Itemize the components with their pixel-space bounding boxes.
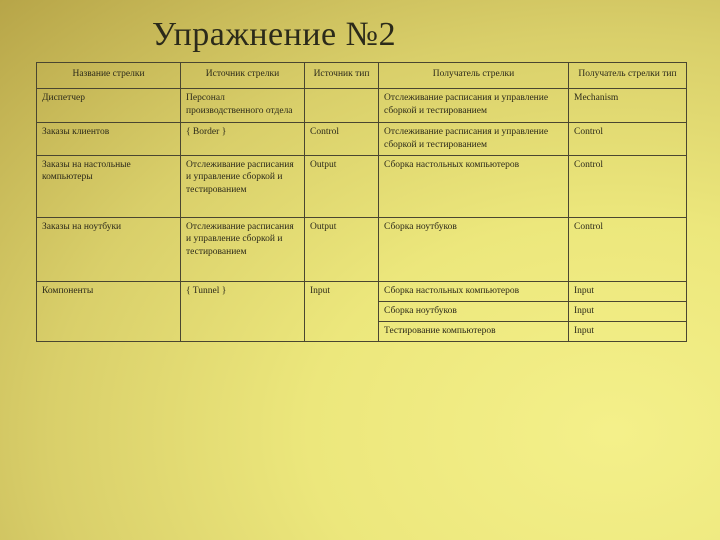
- cell-source: Отслеживание расписания и управление сборкой и тестированием: [181, 155, 305, 217]
- table-header-row: [37, 63, 687, 89]
- cell-receiver: Сборка ноутбуков: [379, 217, 569, 281]
- cell-receiver: Сборка настольных компьютеров: [379, 155, 569, 217]
- table-row: [37, 89, 687, 123]
- cell-arrow-name: Заказы на настольные компьютеры: [37, 155, 181, 217]
- cell-receiver: Сборка настольных компьютеров: [379, 281, 569, 301]
- arrows-table: [36, 62, 687, 342]
- cell-receiver: Отслеживание расписания и управление сборкой и тестированием: [379, 123, 569, 156]
- cell-receiver: Тестирование компьютеров: [379, 321, 569, 341]
- table-row: [37, 217, 687, 281]
- header-arrow-name: Название стрелки: [37, 63, 181, 89]
- cell-receiver: Сборка ноутбуков: [379, 301, 569, 321]
- cell-arrow-name: Компоненты: [37, 281, 181, 341]
- cell-source-type: Output: [305, 217, 379, 281]
- table-row: [37, 155, 687, 217]
- cell-receiver-type: Input: [569, 301, 687, 321]
- cell-arrow-name: Заказы клиентов: [37, 123, 181, 156]
- cell-receiver-type: Control: [569, 217, 687, 281]
- header-receiver-arrow: Получатель стрелки: [379, 63, 569, 89]
- cell-receiver-type: Input: [569, 281, 687, 301]
- cell-source: Отслеживание расписания и управление сборкой и тестированием: [181, 217, 305, 281]
- cell-source: Персонал производственного отдела: [181, 89, 305, 123]
- header-source-type: Источник тип: [305, 63, 379, 89]
- cell-arrow-name: Заказы на ноутбуки: [37, 217, 181, 281]
- cell-source-type: [305, 89, 379, 123]
- cell-receiver: Отслеживание расписания и управление сборкой и тестированием: [379, 89, 569, 123]
- table-row: [37, 281, 687, 301]
- cell-source-type: Input: [305, 281, 379, 341]
- cell-source: { Border }: [181, 123, 305, 156]
- cell-receiver-type: Mechanism: [569, 89, 687, 123]
- cell-source: { Tunnel }: [181, 281, 305, 341]
- cell-receiver-type: Control: [569, 123, 687, 156]
- header-source-arrow: Источник стрелки: [181, 63, 305, 89]
- cell-source-type: Output: [305, 155, 379, 217]
- cell-source-type: Control: [305, 123, 379, 156]
- cell-receiver-type: Control: [569, 155, 687, 217]
- header-receiver-type: Получатель стрелки тип: [569, 63, 687, 89]
- table-row: [37, 123, 687, 156]
- cell-receiver-type: Input: [569, 321, 687, 341]
- cell-arrow-name: Диспетчер: [37, 89, 181, 123]
- page-title: Упражнение №2: [152, 16, 397, 53]
